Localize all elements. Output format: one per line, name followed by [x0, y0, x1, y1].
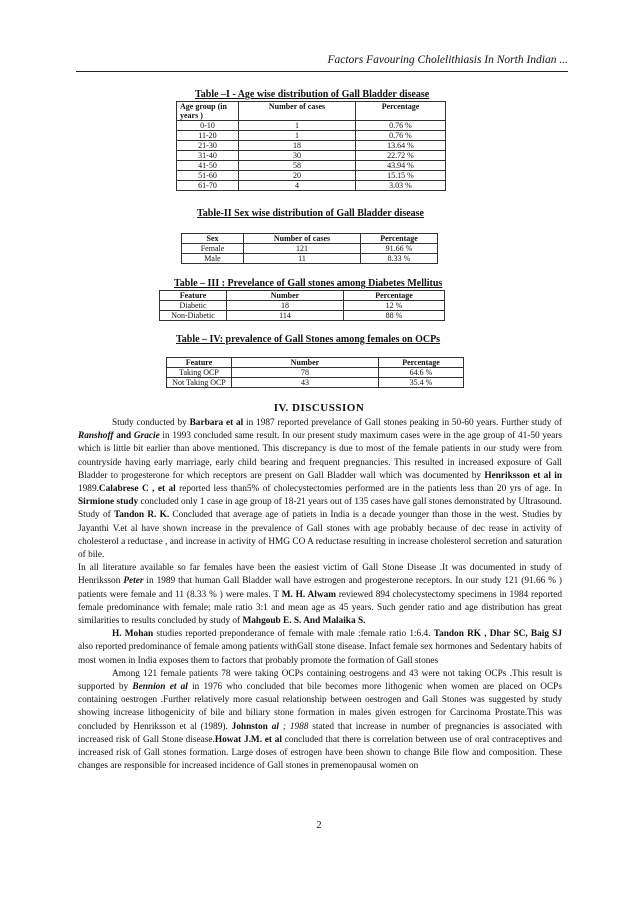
text-run: stated that increase in number of pregnancies is associated with increased risk of Gall Stone disease. [78, 721, 563, 745]
table-cell: 0.76 % [356, 131, 446, 141]
text-run: reported less than5% of cholecystectomies performed are in the patients less than 20 yrs of age. In [175, 484, 562, 495]
table-cell: 121 [244, 244, 361, 254]
text-run: Study conducted by [112, 418, 190, 428]
table-cell: Male [182, 254, 244, 264]
text-run: Barbara et al [189, 418, 244, 428]
table-cell: 18 [239, 141, 356, 151]
table-header-cell: Feature [167, 358, 232, 368]
table-row [182, 254, 438, 264]
table-cell: 15.15 % [356, 171, 446, 181]
page-number: 2 [316, 820, 322, 831]
table-cell: 91.66 % [361, 244, 438, 254]
table-cell: 12 % [344, 301, 445, 311]
discussion-paragraph [78, 417, 562, 562]
discussion-paragraph [78, 668, 562, 774]
table-4 [166, 357, 464, 388]
table-row [160, 301, 445, 311]
table-row [167, 378, 464, 388]
text-run: in 1993 concluded same result. In our present study maximum cases were in the age group of 41-50 years which is little bit earlier than above mentioned. This discrepancy is due to most of the female patients in our study were from countryside having early marriage, early child bearing and frequent pregnancies. This resulted in increased exposure of Gall Bladder to progesterone for which receptors are present on Gall Bladder wall which was documented by [78, 431, 562, 481]
table-cell: Taking OCP [167, 368, 232, 378]
table-4-caption: Table – IV: prevalence of Gall Stones among females on OCPs [176, 334, 441, 345]
table-row [177, 151, 446, 161]
table-row [177, 131, 446, 141]
table-cell: 21-30 [177, 141, 239, 151]
table-cell: 78 [232, 368, 379, 378]
text-run: Henriksson et al in [484, 470, 562, 481]
text-run: Among 121 female patients 78 were taking OCPs containing oestrogens and 43 were not taking OCPs .This result is supported by [78, 668, 562, 693]
table-row [177, 161, 446, 171]
table-row [160, 311, 445, 321]
text-run: in 1989 that human Gall Bladder wall have estrogen and progesterone receptors. In our study 121 (91.66 % ) patients were female and 11 (8.33 % ) were males. T [78, 576, 562, 600]
text-run: Peter [123, 576, 144, 587]
table-header-cell: Age group (in years ) [177, 102, 239, 121]
table-3-body [160, 301, 445, 321]
discussion-paragraph [78, 628, 562, 668]
table-cell: 1 [239, 131, 356, 141]
text-run: studies reported preponderance of female with male :female ratio 1:6.4. [153, 629, 434, 640]
table-cell: 4 [239, 181, 356, 191]
table-header-cell: Number [227, 291, 344, 301]
text-run: H. Mohan [112, 629, 154, 640]
text-run: Johnston [231, 721, 272, 732]
table-cell: 61-70 [177, 181, 239, 191]
table-header-cell: Number of cases [244, 234, 361, 244]
table-header-cell: Feature [160, 291, 227, 301]
table-cell: 13.64 % [356, 141, 446, 151]
text-run: Mahgoub E. S. And Malaika S. [242, 616, 366, 627]
discussion-paragraph [78, 562, 562, 628]
table-header-cell: Percentage [379, 358, 464, 368]
table-2-body [182, 244, 438, 264]
table-cell: 51-60 [177, 171, 239, 181]
text-run: Bennion et al [132, 682, 188, 693]
table-1-body [177, 121, 446, 191]
table-cell: 64.6 % [379, 368, 464, 378]
table-1-caption: Table –I - Age wise distribution of Gall Bladder disease [195, 89, 430, 100]
table-header-row [182, 234, 438, 244]
table-cell: 1 [239, 121, 356, 131]
table-cell: 35.4 % [379, 378, 464, 388]
table-cell: 11-20 [177, 131, 239, 141]
table-cell: Non-Diabetic [160, 311, 227, 321]
running-header: Factors Favouring Cholelithiasis In North Indian ... [327, 54, 568, 66]
table-cell: 43 [232, 378, 379, 388]
table-cell: Diabetic [160, 301, 227, 311]
table-header-cell: Percentage [361, 234, 438, 244]
table-cell: Female [182, 244, 244, 254]
table-header-cell: Number [232, 358, 379, 368]
text-run: In all literature available so far females have been the easiest victim of Gall Stone Disease .It was documented in study of Henriksson [78, 563, 562, 587]
table-1 [176, 101, 446, 191]
text-run: Ranshoff [78, 431, 114, 442]
table-row [177, 141, 446, 151]
text-run: Concluded that average age of patiets in India is a decade younger than those in the west. Studies by Jayanthi V.et al have shown increase in the prevalence of Gall stones with age probably because of dec rease in activity of cholesterol a reductase , and increase in activity of HMG CO A reductase resulting in increase cholesterol secretion and saturation of bile. [78, 510, 562, 561]
text-run: and [113, 431, 134, 442]
table-cell: 22.72 % [356, 151, 446, 161]
table-cell: 88 % [344, 311, 445, 321]
text-run: reviewed 894 cholecystectomy specimens in 1984 reported female predominance with female; male ratio 3:1 and mean age as 45 years. Such gender ratio and age distribution has great similarities to results concluded by study of [78, 589, 562, 627]
table-cell: 3.03 % [356, 181, 446, 191]
text-run: M. H. Alwam [281, 589, 336, 600]
table-header-row [177, 102, 446, 121]
text-run: Sirmione study [78, 497, 139, 508]
table-cell: 20 [239, 171, 356, 181]
table-row [167, 368, 464, 378]
table-cell: 8.33 % [361, 254, 438, 264]
table-2 [181, 233, 438, 264]
text-run: Tandon R. K. [113, 510, 170, 521]
table-header-row [160, 291, 445, 301]
table-cell: 31-40 [177, 151, 239, 161]
table-cell: 114 [227, 311, 344, 321]
table-row [177, 121, 446, 131]
table-cell: 18 [227, 301, 344, 311]
text-run: Howat J.M. et al [214, 734, 282, 745]
table-header-row [167, 358, 464, 368]
table-header-cell: Percentage [344, 291, 445, 301]
table-cell: 30 [239, 151, 356, 161]
table-header-cell: Percentage [356, 102, 446, 121]
table-header-cell: Number of cases [239, 102, 356, 121]
header-rule [76, 71, 568, 72]
table-cell: 0-10 [177, 121, 239, 131]
text-run: al [271, 721, 279, 732]
table-row [177, 181, 446, 191]
text-run: concluded that there is correlation between use of oral contraceptives and increased risk of Gall stones formation. Large doses of estrogen have been shown to change Bile flow and composition. These changes are responsible for increased incidence of Gall stones in premenopausal women on [78, 734, 562, 772]
table-3 [159, 290, 445, 321]
text-run: Gracie [133, 431, 160, 442]
table-cell: 58 [239, 161, 356, 171]
text-run: in 1987 reported prevelance of Gall stones peaking in 50-60 years. Further study of [243, 418, 562, 428]
table-header-cell: Sex [182, 234, 244, 244]
text-run: Calabrese C , et al [98, 484, 176, 495]
text-run: also reported predominance of female among patients withGall stone disease. Infact female sex hormones and Sedentary habits of most women in India exposes them to factors that probably promote the formation of Gall stones [78, 642, 562, 666]
table-cell: Not Taking OCP [167, 378, 232, 388]
table-row [182, 244, 438, 254]
table-cell: 11 [244, 254, 361, 264]
discussion-body [78, 417, 562, 773]
text-run: Tandon RK , Dhar SC, Baig SJ [433, 629, 562, 640]
text-run: concluded only 1 case in age group of 18-21 years out of 135 cases have gall stones demonstrated by Ultrasound. Study of [78, 497, 562, 521]
section-title: IV. DISCUSSION [273, 402, 365, 414]
table-3-caption: Table – III : Prevelance of Gall stones among Diabetes Mellitus [174, 278, 443, 289]
table-row [177, 171, 446, 181]
text-run: ; 1988 [278, 721, 309, 732]
table-cell: 41-50 [177, 161, 239, 171]
text-run: 1989. [78, 484, 99, 495]
table-cell: 43.94 % [356, 161, 446, 171]
table-2-caption: Table-II Sex wise distribution of Gall Bladder disease [197, 208, 424, 219]
text-run: in 1976 who concluded that bile becomes more lithogenic when women are placed on OCPs containing oestrogen .Further relatively more casual relationship between oestrogen and Gall Stones was suggested by study showing increase lithogenicity of bile and biliary stone formation in males given estrogen for Carcinoma Prostate.This was concluded by Henriksson et al (1989). [78, 682, 562, 732]
table-cell: 0.76 % [356, 121, 446, 131]
table-4-body [167, 368, 464, 388]
